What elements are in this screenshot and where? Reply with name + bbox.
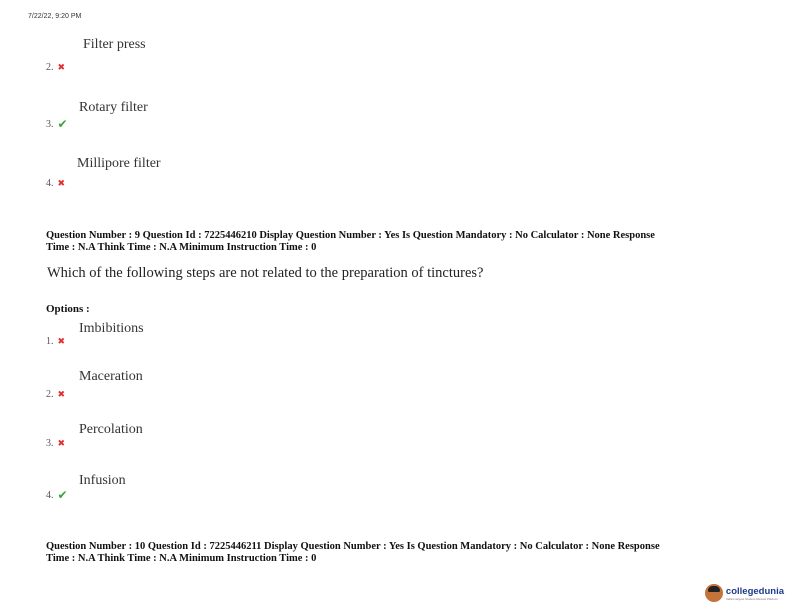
prev-option-number-3 <box>46 117 68 131</box>
print-timestamp: 7/22/22, 9:20 PM <box>28 13 82 20</box>
collegedunia-logo <box>705 584 784 602</box>
prev-option-text-2: Filter press <box>83 37 146 52</box>
logo-avatar-icon <box>705 584 723 602</box>
q9-option-text-3: Percolation <box>79 422 143 437</box>
correct-check-icon: ✔ <box>57 488 68 502</box>
q9-option-text-1: Imbibitions <box>79 321 144 336</box>
question-9-text: Which of the following steps are not related to the preparation of tinctures? <box>47 265 484 281</box>
option-number-label: 2. <box>46 62 54 73</box>
prev-option-number-2 <box>46 62 65 73</box>
wrong-mark-icon: ✖ <box>57 178 66 189</box>
prev-option-text-4: Millipore filter <box>77 156 161 171</box>
logo-text <box>726 586 784 601</box>
question-9-meta <box>46 230 766 254</box>
question-10-meta <box>46 541 766 565</box>
option-number-label: 4. <box>46 489 54 501</box>
logo-name: collegedunia <box>725 585 784 597</box>
options-heading: Options : <box>46 303 90 315</box>
question-9-meta-line1: Question Number : 9 Question Id : 7225446210 Display Question Number : Yes Is Question Mandatory : No Calculator : None Response <box>46 230 655 241</box>
q9-option-number-4 <box>46 488 68 502</box>
q9-option-number-1 <box>46 336 65 347</box>
q9-option-text-2: Maceration <box>79 369 143 384</box>
option-number-label: 1. <box>46 336 54 347</box>
question-10-meta-line1: Question Number : 10 Question Id : 7225446211 Display Question Number : Yes Is Question Mandatory : No Calculator : None Response <box>46 541 660 552</box>
correct-check-icon: ✔ <box>57 117 68 131</box>
prev-option-number-4 <box>46 178 65 189</box>
wrong-mark-icon: ✖ <box>57 389 66 400</box>
question-10-meta-line2: Time : N.A Think Time : N.A Minimum Instruction Time : 0 <box>46 553 317 564</box>
option-number-label: 2. <box>46 389 54 400</box>
wrong-mark-icon: ✖ <box>57 62 66 73</box>
option-number-label: 4. <box>46 178 54 189</box>
option-number-label: 3. <box>46 118 54 130</box>
wrong-mark-icon: ✖ <box>57 438 66 449</box>
option-number-label: 3. <box>46 438 54 449</box>
wrong-mark-icon: ✖ <box>57 336 66 347</box>
q9-option-number-2 <box>46 389 65 400</box>
question-9-meta-line2: Time : N.A Think Time : N.A Minimum Instruction Time : 0 <box>46 242 317 253</box>
prev-option-text-3: Rotary filter <box>79 100 148 115</box>
q9-option-text-4: Infusion <box>79 473 126 488</box>
logo-tagline: India's largest Student Review Platform <box>725 596 779 601</box>
q9-option-number-3 <box>46 438 65 449</box>
